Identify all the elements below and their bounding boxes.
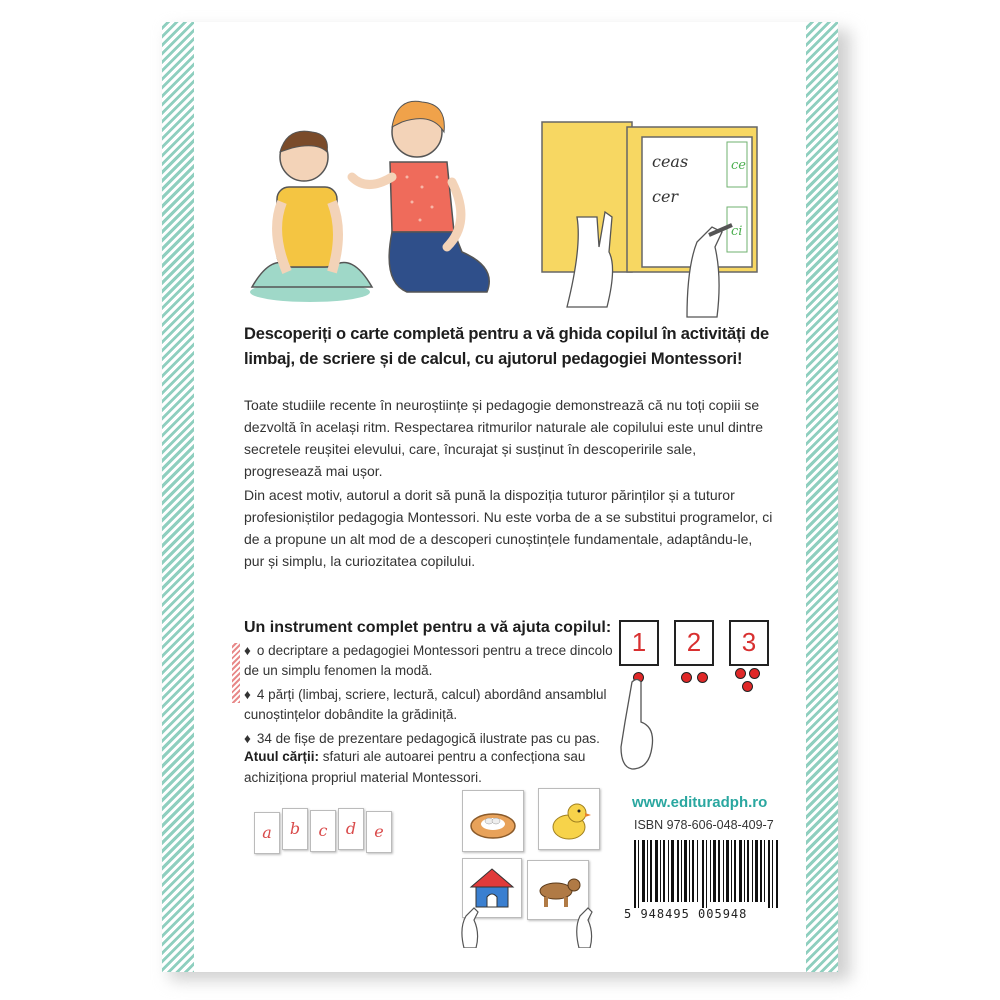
diamond-bullet-icon: ♦ <box>244 643 251 658</box>
counter-dot <box>697 672 708 683</box>
tip-text: sfaturi ale autoarei pentru a confecționa sau achiziționa propriul material Montessori. <box>244 749 586 785</box>
counter-dot <box>749 668 760 679</box>
counter-dot <box>735 668 746 679</box>
word-ceas: ceas <box>652 152 689 171</box>
list-item: ♦ 4 părți (limbaj, scriere, lectură, calcul) abordând ansamblul cunoștințelor dobândite la grădiniță. <box>244 687 607 722</box>
headline: Descoperiți o carte completă pentru a vă ghida copilul în activități de limbaj, de scriere și de calcul, cu ajutorul pedagogiei Montessori! <box>244 325 769 368</box>
barcode-digits: 5 948495 005948 <box>624 907 748 921</box>
letter-card-b: b <box>282 808 308 850</box>
diamond-bullet-icon: ♦ <box>244 731 251 746</box>
list-item: ♦ 34 de fișe de prezentare pedagogică ilustrate pas cu pas. <box>244 731 600 746</box>
letter-card-a: a <box>254 812 280 854</box>
left-striped-border <box>162 22 194 972</box>
hands-holding-cards-icon <box>454 888 604 948</box>
word-ci: ci <box>731 224 743 239</box>
writing-folder-illustration <box>537 117 777 322</box>
tip-label: Atuul cărții: <box>244 749 320 764</box>
book-back-cover <box>162 22 838 972</box>
isbn: ISBN 978-606-048-409-7 <box>634 818 774 832</box>
letter-card-d: d <box>338 808 364 850</box>
book-tip <box>244 746 614 788</box>
feature-list <box>244 641 614 753</box>
child-and-parent-illustration <box>232 82 522 312</box>
pointing-hand-icon <box>617 677 657 772</box>
paragraph-1: Toate studiile recente în neuroștiințe și pedagogie demonstrează că nu toți copiii se dezvoltă în același ritm. Respectarea ritmurilor naturale ale copilului este unul dintre secretele reușitei elevului, care, încurajat și susținut în descoperirile sale, progresează mai ușor. <box>244 397 764 479</box>
list-item: ♦ o decriptare a pedagogiei Montessori pentru a trece dincolo de un simplu fenomen la modă. <box>244 643 613 678</box>
subheading: Un instrument complet pentru a vă ajuta copilul: <box>244 619 612 636</box>
number-card-3: 3 <box>729 620 769 666</box>
number-card-1: 1 <box>619 620 659 666</box>
word-ce: ce <box>731 158 746 173</box>
number-card-2: 2 <box>674 620 714 666</box>
word-cer: cer <box>652 187 679 206</box>
letter-card-e: e <box>366 811 392 853</box>
picture-card-chick <box>538 788 600 850</box>
pink-hatch-accent <box>232 643 240 703</box>
nest-icon <box>463 791 523 851</box>
letter-card-c: c <box>310 810 336 852</box>
publisher-website[interactable]: www.edituradph.ro <box>632 794 768 811</box>
counter-dot <box>742 681 753 692</box>
chick-icon <box>539 789 599 849</box>
barcode <box>632 840 782 908</box>
paragraph-2: Din acest motiv, autorul a dorit să pună la dispoziția tuturor părinților și a tuturor profesioniștilor pedagogia Montessori. Nu este vorba de a se substitui programelor, ci de a propune un alt mod de a descoperi cunoștințele fundamentale, adaptându-le, pur și simplu, la curiozitatea copilului. <box>244 487 773 569</box>
right-striped-border <box>806 22 838 972</box>
picture-card-nest <box>462 790 524 852</box>
diamond-bullet-icon: ♦ <box>244 687 251 702</box>
counter-dot <box>681 672 692 683</box>
